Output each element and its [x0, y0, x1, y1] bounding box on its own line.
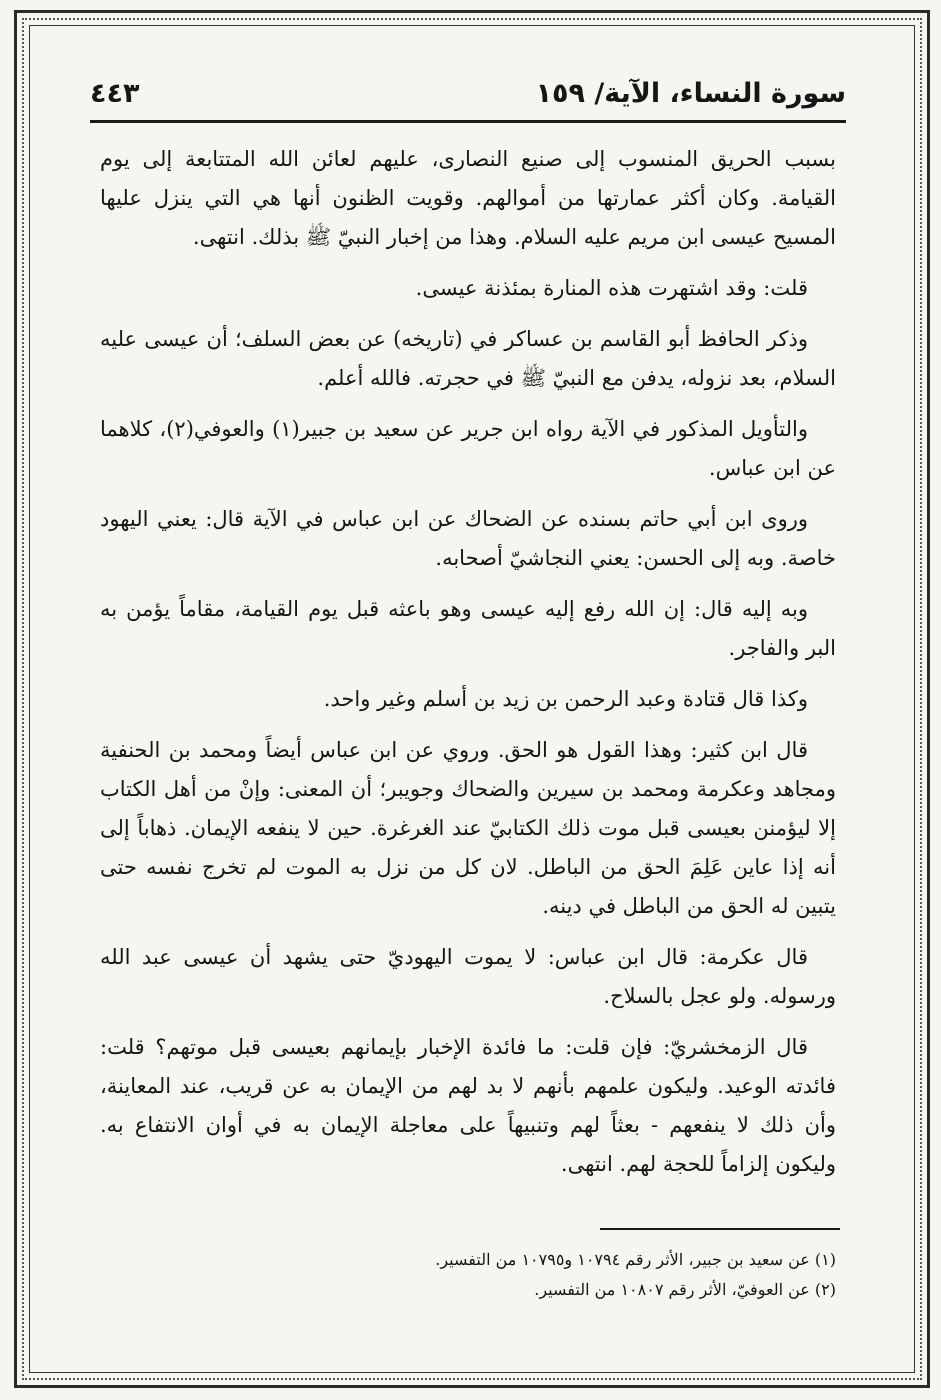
paragraph: قال عكرمة: قال ابن عباس: لا يموت اليهوديّ حتى يشهد أن عيسى عبد الله ورسوله. ولو عجل بالسلاح. [100, 945, 836, 1008]
paragraph: بسبب الحريق المنسوب إلى صنيع النصارى، عليهم لعائن الله المتتابعة إلى يوم القيامة. وكان أكثر عمارتها من أموالهم. وقويت الظنون أنها هي التي ينزل عليها المسيح عيسى ابن مريم عليه السلام. وهذا من إخبار النبيّ ﷺ بذلك. انتهى. [100, 147, 836, 249]
paragraph: والتأويل المذكور في الآية رواه ابن جرير عن سعيد بن جبير(١) والعوفي(٢)، كلاهما عن ابن عباس. [100, 417, 836, 480]
paragraph: قال الزمخشريّ: فإن قلت: ما فائدة الإخبار بإيمانهم بعيسى قبل موتهم؟ قلت: فائدته الوعيد. وليكون علمهم بأنهم لا بد لهم من الإيمان به عن قريب، عند المعاينة، وأن ذلك لا ينفعهم - بعثاً لهم وتنبيهاً على معاجلة الإيمان به في أوان الانتفاع به. وليكون إلزاماً للحجة لهم. انتهى. [100, 1035, 836, 1176]
footnote-divider [600, 1228, 840, 1230]
body-text [100, 140, 836, 1196]
paragraph: وروى ابن أبي حاتم بسنده عن الضحاك عن ابن عباس في الآية قال: يعني اليهود خاصة. وبه إلى الحسن: يعني النجاشيّ أصحابه. [100, 507, 836, 570]
paragraph: قال ابن كثير: وهذا القول هو الحق. وروي عن ابن عباس أيضاً ومحمد بن الحنفية ومجاهد وعكرمة ومحمد بن سيرين والضحاك وجويبر؛ أن المعنى: وإنْ من أهل الكتاب إلا ليؤمنن بعيسى قبل موت ذلك الكتابيّ عند الغرغرة. حين لا ينفعه الإيمان. ذهاباً إلى أنه إذا عاين عَلِمَ الحق من الباطل. لان كل من نزل به الموت لم تخرج نفسه حتى يتبين له الحق من الباطل في دينه. [100, 738, 836, 918]
paragraph: قلت: وقد اشتهرت هذه المنارة بمئذنة عيسى. [415, 276, 808, 300]
footnote: (٢) عن العوفيّ، الأثر رقم ١٠٨٠٧ من التفسير. [534, 1280, 836, 1299]
paragraph: وكذا قال قتادة وعبد الرحمن بن زيد بن أسلم وغير واحد. [323, 687, 808, 711]
running-title: سورة النساء، الآية/ ١٥٩ [535, 78, 846, 109]
footnotes [100, 1245, 836, 1305]
paragraph: وبه إليه قال: إن الله رفع إليه عيسى وهو باعثه قبل يوم القيامة، مقاماً يؤمن به البر والفاجر. [100, 597, 836, 660]
page-header [90, 70, 846, 123]
footnote: (١) عن سعيد بن جبير، الأثر رقم ١٠٧٩٤ و١٠٧٩٥ من التفسير. [435, 1250, 836, 1269]
paragraph: وذكر الحافظ أبو القاسم بن عساكر في (تاريخه) عن بعض السلف؛ أن عيسى عليه السلام، بعد نزوله، يدفن مع النبيّ ﷺ في حجرته. فالله أعلم. [100, 327, 836, 390]
page-number: ٤٤٣ [90, 78, 140, 109]
